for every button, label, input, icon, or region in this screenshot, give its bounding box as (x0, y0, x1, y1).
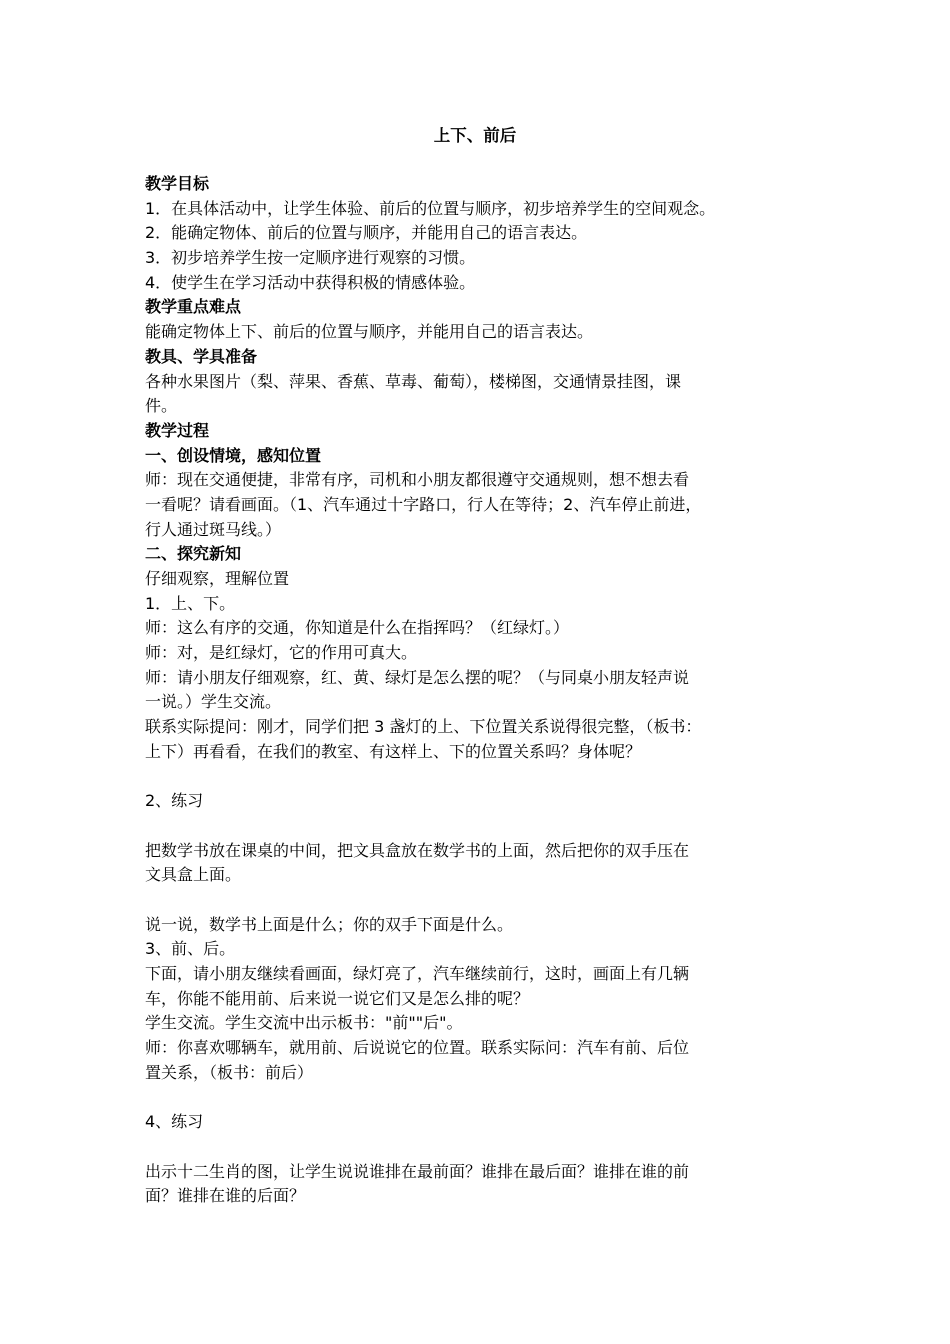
section-heading: 二、探究新知 (145, 544, 242, 564)
body-line: 4．使学生在学习活动中获得积极的情感体验。 (145, 272, 476, 292)
body-line: 下面，请小朋友继续看画面，绿灯亮了，汽车继续前行，这时，画面上有几辆 (145, 964, 690, 983)
body-line: 件。 (145, 396, 178, 416)
body-line: 仔细观察，理解位置 (145, 569, 290, 588)
body-line: 3、前、后。 (145, 939, 236, 959)
body-line: 面？谁排在谁的后面？ (145, 1186, 306, 1206)
body-line: 2、练习 (145, 791, 204, 811)
body-line: 各种水果图片（梨、萍果、香蕉、草毒、葡萄），楼梯图，交通情景挂图，课 (145, 371, 682, 391)
body-line: 行人通过斑马线。） (145, 519, 282, 539)
body-line: 车，你能不能用前、后来说一说它们又是怎么排的呢？ (145, 988, 530, 1008)
body-line: 1．上、下。 (145, 593, 236, 613)
body-line: 师：请小朋友仔细观察，红、黄、绿灯是怎么摆的呢？（与同桌小朋友轻声说 (145, 667, 690, 687)
body-line: 联系实际提问：刚才，同学们把 3 盏灯的上、下位置关系说得很完整，（板书： (145, 717, 702, 737)
body-line: 说一说，数学书上面是什么；你的双手下面是什么。 (145, 914, 514, 934)
body-line: 把数学书放在课桌的中间，把文具盒放在数学书的上面，然后把你的双手压在 (145, 840, 690, 860)
body-line: 师：对，是红绿灯，它的作用可真大。 (145, 643, 418, 663)
body-line: 能确定物体上下、前后的位置与顺序，并能用自己的语言表达。 (145, 322, 594, 342)
section-heading: 教具、学具准备 (145, 346, 258, 366)
body-line: 2．能确定物体、前后的位置与顺序，并能用自己的语言表达。 (145, 223, 588, 243)
body-line: 3．初步培养学生按一定顺序进行观察的习惯。 (145, 248, 476, 268)
blank-line (145, 765, 825, 790)
body-line: 师：你喜欢哪辆车，就用前、后说说它的位置。联系实际问：汽车有前、后位 (145, 1038, 690, 1058)
section-heading: 一、创设情境，感知位置 (145, 445, 322, 465)
body-line: 文具盒上面。 (145, 865, 242, 885)
body-line: 一看呢？请看画面。（1、汽车通过十字路口，行人在等待；2、汽车停止前进， (145, 494, 702, 514)
document-title: 上下、前后 (433, 126, 517, 145)
section-heading: 教学过程 (145, 420, 210, 440)
body-line: 出示十二生肖的图，让学生说说谁排在最前面？谁排在最后面？谁排在谁的前 (145, 1161, 690, 1181)
section-heading: 教学重点难点 (145, 297, 242, 317)
body-line: 1．在具体活动中，让学生体验、前后的位置与顺序，初步培养学生的空间观念。 (145, 198, 716, 218)
body-line: 4、练习 (145, 1112, 204, 1132)
document-body (145, 172, 825, 1209)
body-line: 一说。）学生交流。 (145, 692, 282, 712)
body-line: 置关系，（板书：前后） (145, 1062, 314, 1082)
body-line: 上下）再看看，在我们的教室、有这样上、下的位置关系吗？身体呢？ (145, 741, 642, 761)
body-line: 师：这么有序的交通，你知道是什么在指挥吗？（红绿灯。） (145, 618, 570, 638)
body-line: 学生交流。学生交流中出示板书："前""后"。 (145, 1013, 463, 1033)
blank-line (145, 1135, 825, 1160)
body-line: 师：现在交通便捷，非常有序，司机和小朋友都很遵守交通规则，想不想去看 (145, 470, 690, 490)
blank-line (145, 1085, 825, 1110)
blank-line (145, 814, 825, 839)
section-heading: 教学目标 (145, 174, 210, 193)
blank-line (145, 888, 825, 913)
